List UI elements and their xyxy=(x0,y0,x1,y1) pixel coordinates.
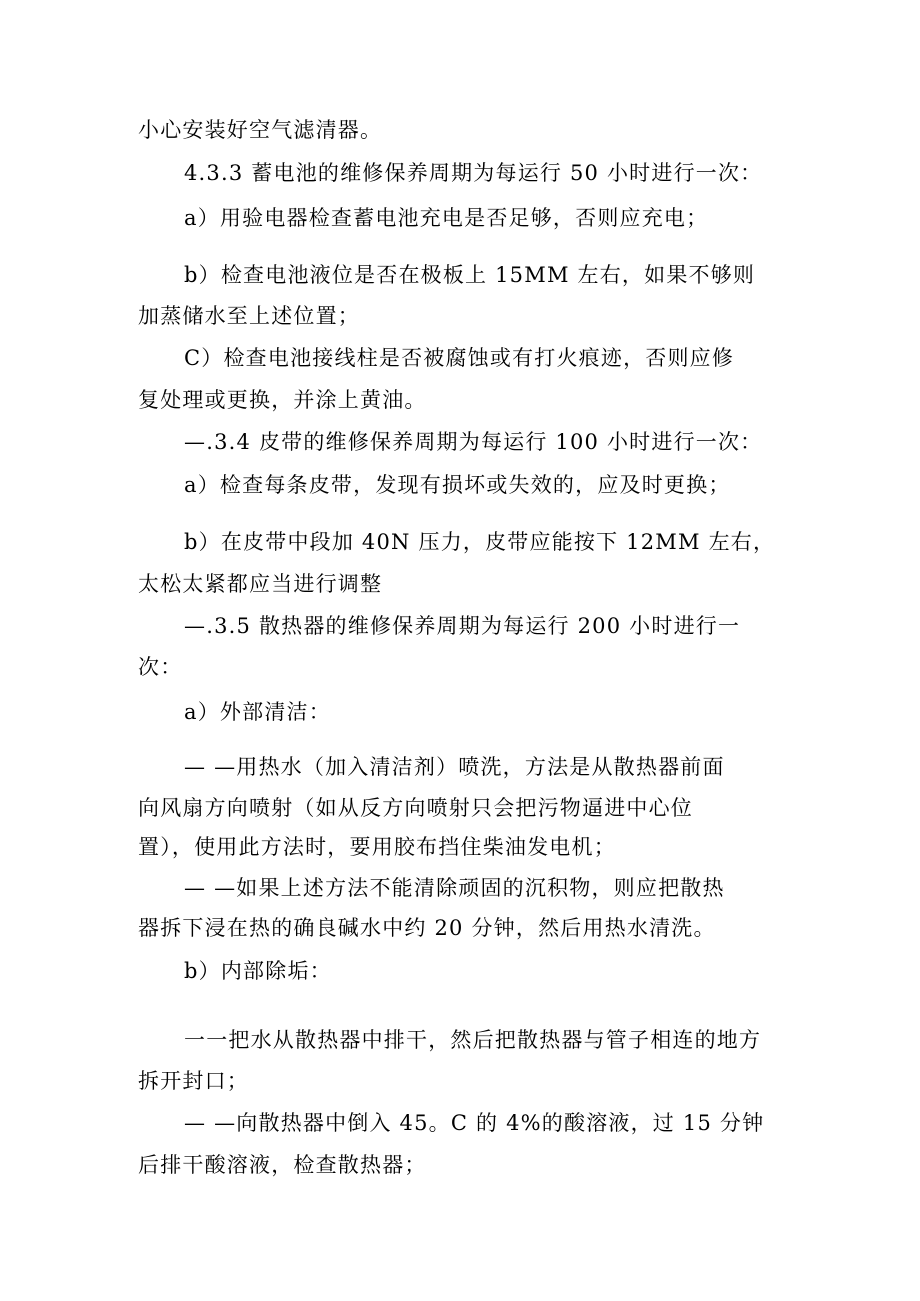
section-heading: —.3.4 皮带的维修保养周期为每运行 100 小时进行一次： xyxy=(184,430,763,454)
list-item: 一一把水从散热器中排干，然后把散热器与管子相连的地方 xyxy=(184,1028,762,1052)
text-line: 器拆下浸在热的确良碱水中约 20 分钟，然后用热水清洗。 xyxy=(138,916,716,940)
text-line: 置），使用此方法时，要用胶布挡住柴油发电机； xyxy=(138,835,616,859)
list-item: — —如果上述方法不能清除顽固的沉积物，则应把散热 xyxy=(184,876,725,900)
text-line: 小心安装好空气滤清器。 xyxy=(138,118,383,142)
list-item: a）用验电器检查蓄电池充电是否足够，否则应充电； xyxy=(184,206,709,230)
text-line: 次： xyxy=(138,655,183,679)
list-item: — —用热水（加入清洁剂）喷洗，方法是从散热器前面 xyxy=(184,755,725,779)
list-item: b）检查电池液位是否在极板上 15MM 左右，如果不够则 xyxy=(184,263,756,287)
text-line: 加蒸储水至上述位置； xyxy=(138,304,360,328)
list-item: b）在皮带中段加 40N 压力，皮带应能按下 12MM 左右， xyxy=(184,530,776,554)
section-heading: 4.3.3 蓄电池的维修保养周期为每运行 50 小时进行一次： xyxy=(184,161,763,185)
text-line: 向风扇方向喷射（如从反方向喷射只会把污物逼进中心位 xyxy=(138,796,693,820)
section-heading: —.3.5 散热器的维修保养周期为每运行 200 小时进行一 xyxy=(184,614,741,638)
list-item: — —向散热器中倒入 45。C 的 4%的酸溶液，过 15 分钟 xyxy=(184,1111,765,1135)
list-item: C）检查电池接线柱是否被腐蚀或有打火痕迹，否则应修 xyxy=(184,346,735,370)
text-line: 后排干酸溶液，检查散热器； xyxy=(138,1153,427,1177)
text-line: 拆开封口； xyxy=(138,1069,249,1093)
text-line: 太松太紧都应当进行调整 xyxy=(138,572,383,596)
list-item: b）内部除垢： xyxy=(184,959,332,983)
list-item: a）检查每条皮带，发现有损坏或失效的，应及时更换； xyxy=(184,473,731,497)
text-line: 复处理或更换，并涂上黄油。 xyxy=(138,388,427,412)
list-item: a）外部清洁： xyxy=(184,700,331,724)
